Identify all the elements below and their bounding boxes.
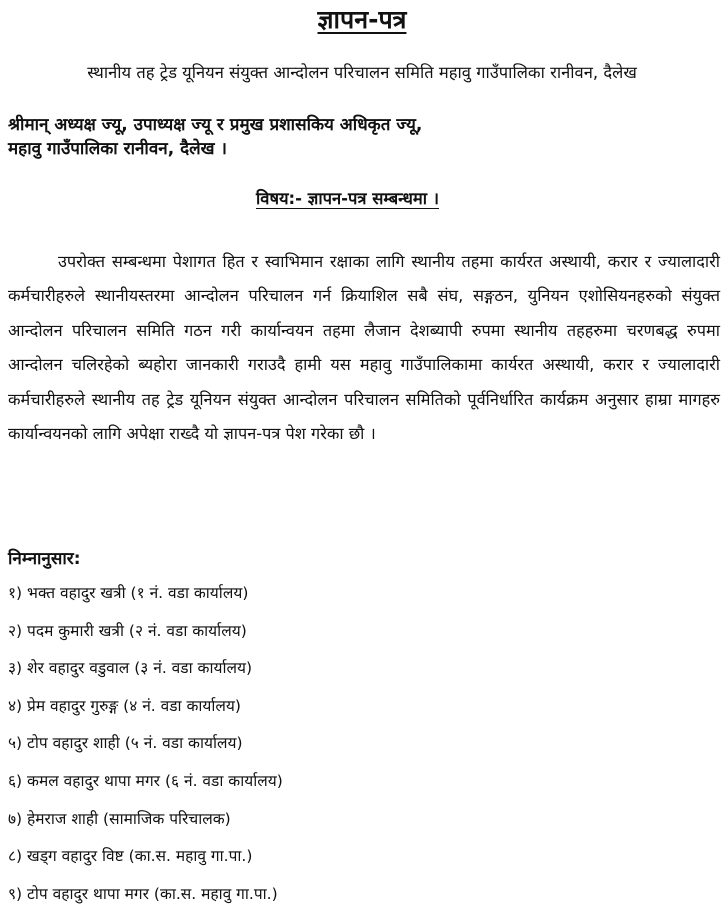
list-item-text: भक्त वहादुर खत्री (१ नं. वडा कार्यालय) (27, 584, 249, 602)
list-item-number: २) (8, 621, 23, 640)
list-item-text: टोप वहादुर शाही (५ नं. वडा कार्यालय) (27, 734, 243, 753)
addressee-line-2: महावु गाउँपालिका रानीवन, दैलेख । (8, 139, 227, 159)
list-item (8, 843, 283, 881)
list-item-number: ८) (8, 847, 23, 866)
list-item-number: १) (8, 584, 23, 602)
list-item-text: शेर वहादुर वडुवाल (३ नं. वडा कार्यालय) (27, 659, 253, 678)
list-item-number: ३) (8, 659, 23, 678)
list-item-text: कमल वहादुर थापा मगर (६ नं. वडा कार्यालय) (27, 771, 283, 790)
list-item (8, 806, 283, 844)
list-heading: निम्नानुसार: (8, 549, 81, 569)
list-item (8, 730, 283, 768)
list-item-text: हेमराज शाही (सामाजिक परिचालक) (27, 809, 231, 828)
committee-subtitle: स्थानीय तह ट्रेड यूनियन संयुक्त आन्दोलन परिचालन समिति महावु गाउँपालिका रानीवन, दैलेख (87, 63, 637, 82)
list-item-text: पदम कुमारी खत्री (२ नं. वडा कार्यालय) (27, 621, 247, 640)
list-item-text: खड्ग वहादुर विष्ट (का.स. महावु गा.पा.) (27, 847, 253, 866)
list-item (8, 655, 283, 693)
list-item (8, 768, 283, 806)
list-item (8, 881, 283, 918)
list-item-number: ४) (8, 696, 23, 715)
signatory-list (8, 580, 283, 918)
list-item (8, 618, 283, 656)
addressee-line-1: श्रीमान् अध्यक्ष ज्यू, उपाध्यक्ष ज्यू र प्रमुख प्रशासकिय अधिकृत ज्यू, (8, 115, 423, 135)
list-item-text: टोप वहादुर थापा मगर (का.स. महावु गा.पा.) (27, 884, 278, 903)
list-item-number: ९) (8, 884, 23, 903)
list-item-text: प्रेम वहादुर गुरुङ्ग (४ नं. वडा कार्यालय) (27, 696, 241, 715)
body-paragraph: उपरोक्त सम्बन्धमा पेशागत हित र स्वाभिमान रक्षाका लागि स्थानीय तहमा कार्यरत अस्थायी, करार र ज्यालादारी कर्मचारीहरुले स्थानीयस्तरमा आन्दोलन परिचालन गर्न क्रियाशिल सबै संघ, सङ्गठन, युनियन एशोसियनहरुको संयुक्त आन्दोलन परिचालन समिति गठन गरी कार्यान्वयन तहमा लैजान देशब्यापी रुपमा स्थानीय तहहरुमा चरणबद्ध रुपमा आन्दोलन चलिरहेको ब्यहोरा जानकारी गराउदै हामी यस महावु गाउँपालिकामा कार्यरत अस्थायी, करार र ज्यालादारी कर्मचारीहरुले स्थानीय तह ट्रेड यूनियन संयुक्त आन्दोलन परिचालन समितिको पूर्वनिर्धारित कार्यक्रम अनुसार हाम्रा मागहरु कार्यान्वयनको लागि अपेक्षा राख्दै यो ज्ञापन-पत्र पेश गरेका छौ । (8, 252, 720, 444)
document-title (0, 2, 724, 36)
subject-line: विषय:- ज्ञापन-पत्र सम्बन्धमा । (256, 189, 439, 208)
list-item-number: ५) (8, 734, 23, 753)
document-title-text: ज्ञापन-पत्र (317, 5, 407, 34)
list-item-number: ६) (8, 771, 23, 790)
list-item-number: ७) (8, 809, 23, 828)
list-item (8, 580, 283, 618)
list-item (8, 693, 283, 731)
